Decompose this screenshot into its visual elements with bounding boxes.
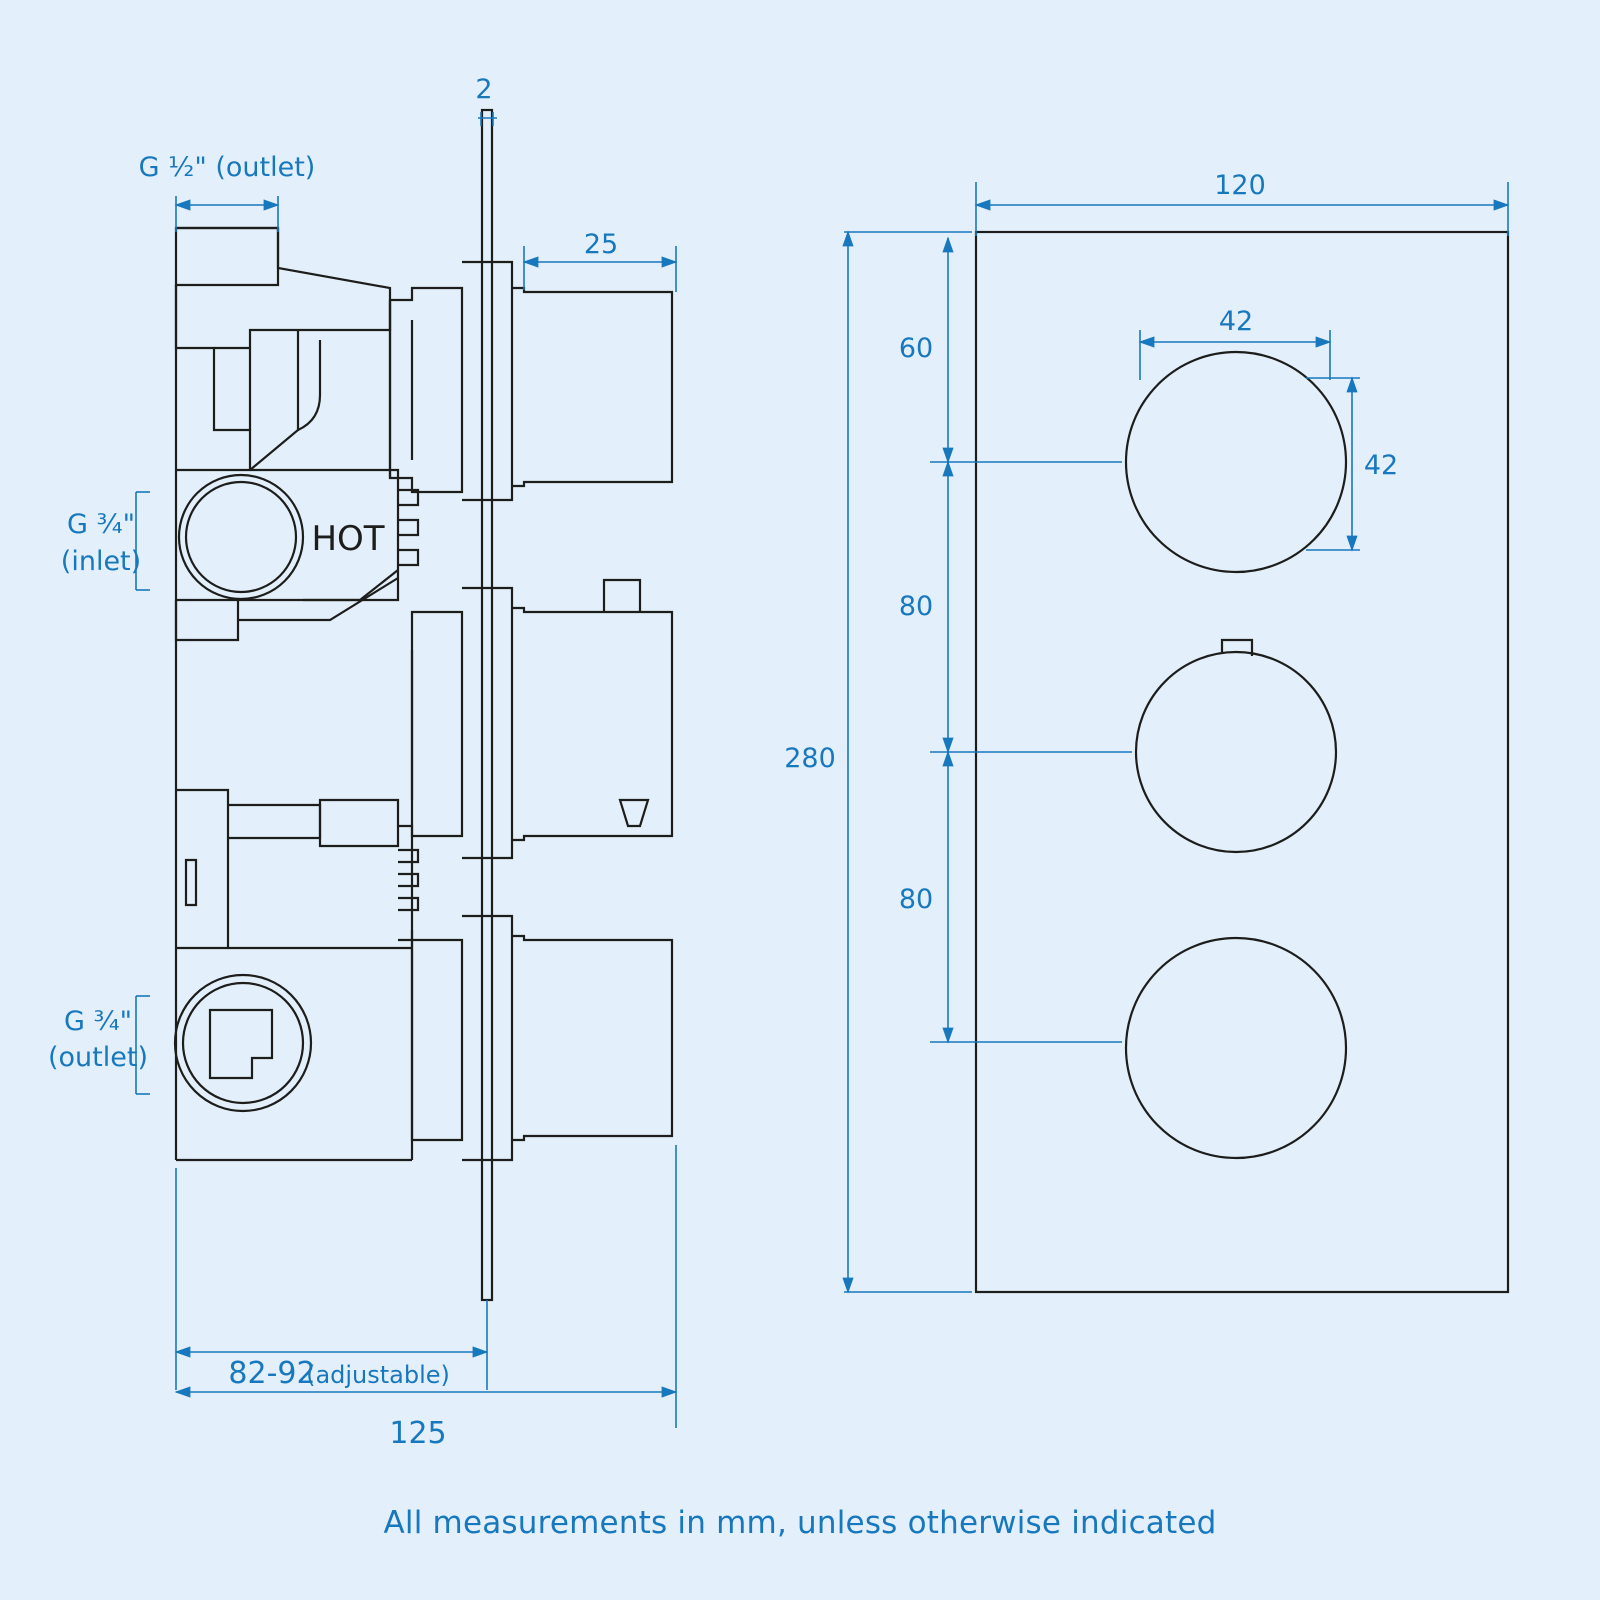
label-total-depth: 125 [389,1416,447,1451]
dimension-labels [48,74,1398,1451]
front-view-geometry [976,232,1508,1292]
label-faceplate-width: 120 [1214,170,1266,201]
footnote-measurements: All measurements in mm, unless otherwise indicated [383,1505,1217,1541]
label-adjustable-suffix: (adjustable) [306,1361,450,1389]
side-view-geometry [175,110,672,1300]
label-inlet-line1: G ¾" [66,509,136,540]
part-annotations [311,519,384,559]
label-knob-diameter-horizontal: 42 [1218,306,1254,337]
label-offset-mid: 80 [898,591,934,622]
label-outlet-line2: (outlet) [48,1042,148,1073]
label-inlet-line2: (inlet) [60,546,142,577]
label-adjustable-depth: 82-92 [228,1356,316,1391]
label-knob-diameter-vertical: 42 [1363,450,1399,481]
label-knob-depth: 25 [583,229,619,260]
label-offset-top: 60 [898,333,934,364]
label-outlet-half: G ½" (outlet) [138,152,316,183]
label-offset-bottom: 80 [898,884,934,915]
label-hot: HOT [311,519,385,559]
label-faceplate-height: 280 [784,743,836,774]
label-plate-thickness: 2 [475,74,493,105]
label-outlet-line1: G ¾" [63,1006,133,1037]
